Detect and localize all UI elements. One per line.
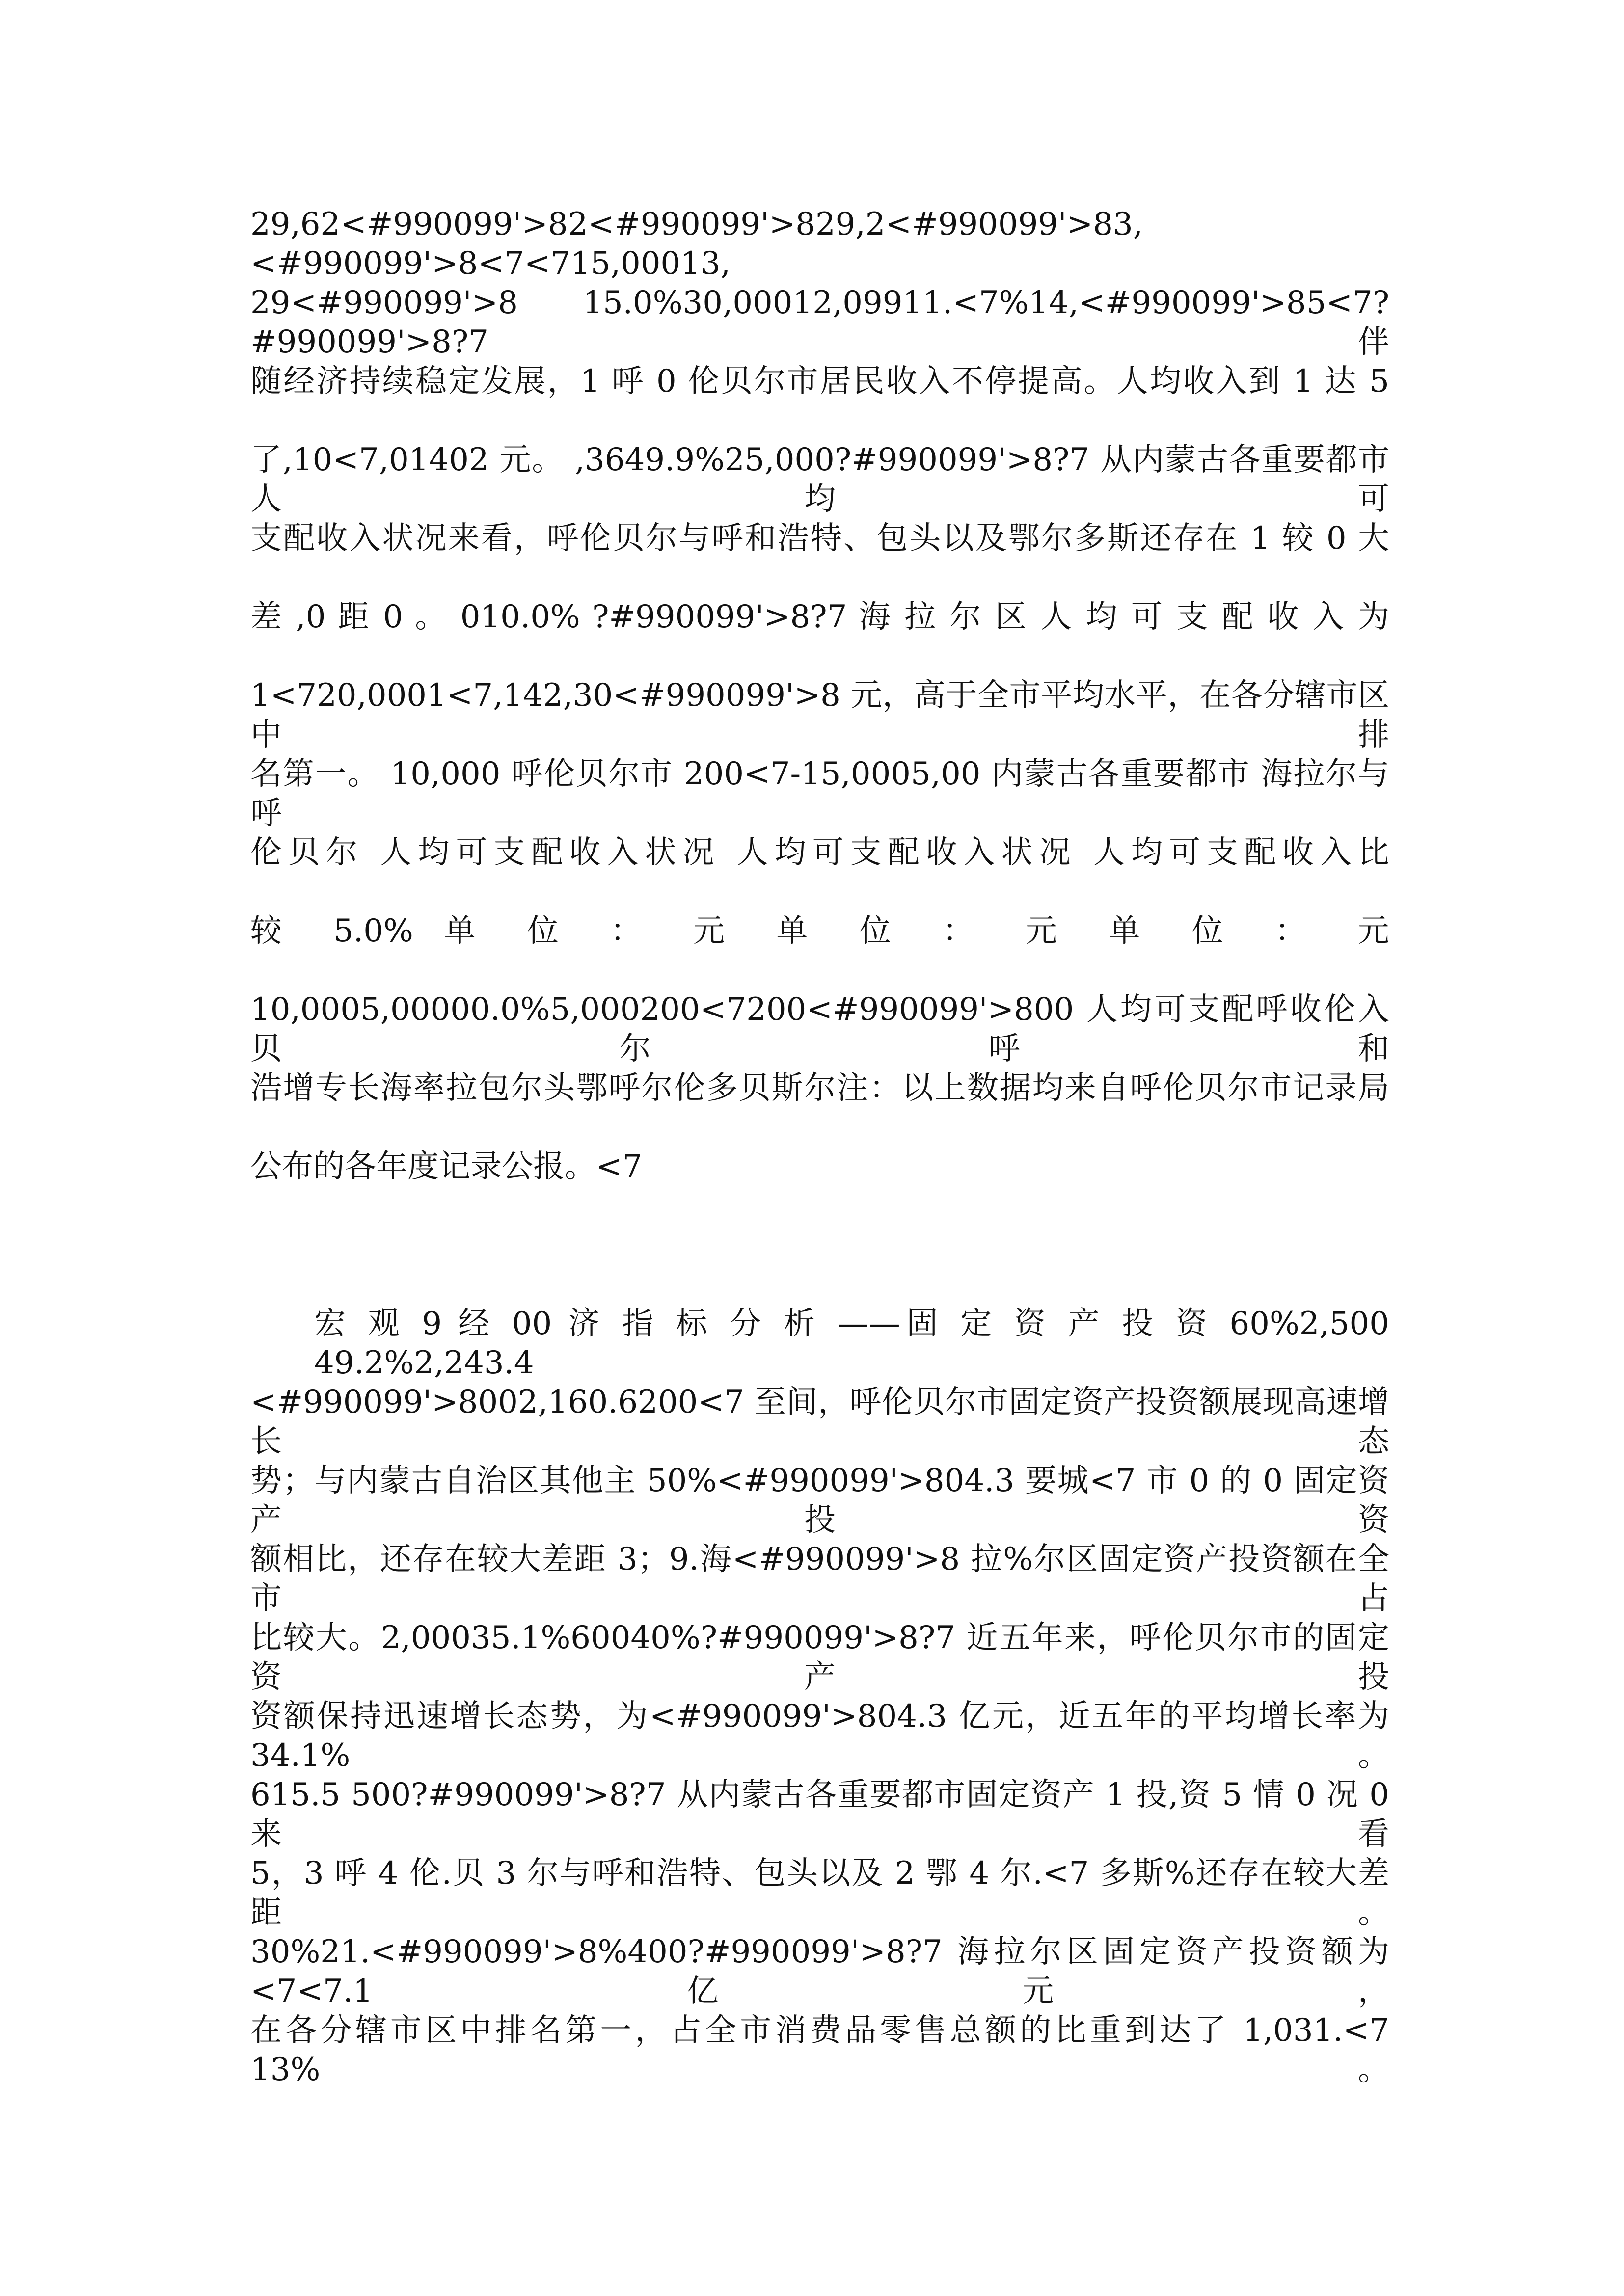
text-line: 宏 观 9 经 00 济 指 标 分 析 ——固 定 资 产 投 资 60%2,500 49.2%2,243.4: [314, 1306, 1389, 1381]
text-line: 额相比，还存在较大差距 3；9.海<#990099'>8 拉%尔区固定资产投资额在全市占: [250, 1541, 1389, 1617]
text-line: <#990099'>8002,160.6200<7 至间，呼伦贝尔市固定资产投资额展现高速增长态: [250, 1384, 1389, 1460]
text-line: 伦贝尔 人均可支配收入状况 人均可支配收入状况 人均可支配收入比: [250, 834, 1389, 871]
text-line: 1<720,0001<7,142,30<#990099'>8 元，高于全市平均水平，在各分辖市区中排: [250, 677, 1389, 753]
text-line: 支配收入状况来看，呼伦贝尔与呼和浩特、包头以及鄂尔多斯还存在 1 较 0 大: [250, 520, 1389, 557]
text-line: 浩增专长海率拉包尔头鄂呼尔伦多贝斯尔注：以上数据均来自呼伦贝尔市记录局: [250, 1070, 1389, 1106]
text-line: 较 5.0% 单 位 ： 元 单 位 ： 元 单 位 ： 元: [250, 913, 1389, 949]
text-line: 30%21.<#990099'>8%400?#990099'>8?7 海拉尔区固定资产投资额为<7<7.1 亿元，: [250, 1934, 1389, 2009]
text-line: 比较大。2,00035.1%60040%?#990099'>8?7 近五年来，呼伦贝尔市的固定资产投: [250, 1620, 1389, 1695]
text-line: 了,10<7,01402 元。 ,3649.9%25,000?#990099'>8?7 从内蒙古各重要都市人均可: [250, 442, 1389, 517]
text-line: 势；与内蒙古自治区其他主 50%<#990099'>804.3 要城<7 市 0 的 0 固定资产投资: [250, 1463, 1389, 1538]
text-line: 差 ,0 距 0 。 010.0% ?#990099'>8?7 海 拉 尔 区 人 均 可 支 配 收 入 为: [250, 599, 1389, 635]
text-line: 公布的各年度记录公报。<7: [250, 1148, 643, 1185]
text-line: 名第一。 10,000 呼伦贝尔市 200<7-15,0005,00 内蒙古各重要都市 海拉尔与呼: [250, 756, 1389, 831]
text-line: 29,62<#990099'>82<#990099'>829,2<#990099'>83,<#990099'>8<7<715,00013,: [250, 206, 1143, 282]
text-line: 615.5 500?#990099'>8?7 从内蒙古各重要都市固定资产 1 投,资 5 情 0 况 0 来看: [250, 1777, 1389, 1852]
text-line: 资额保持迅速增长态势，为<#990099'>804.3 亿元，近五年的平均增长率为 34.1%。: [250, 1698, 1389, 1774]
text-line: 随经济持续稳定发展，1 呼 0 伦贝尔市居民收入不停提高。人均收入到 1 达 5: [250, 363, 1389, 400]
text-line: 10,0005,00000.0%5,000200<7200<#990099'>800 人均可支配呼收伦入贝尔呼和: [250, 991, 1389, 1067]
text-line: 5，3 呼 4 伦.贝 3 尔与呼和浩特、包头以及 2 鄂 4 尔.<7 多斯%还存在较大差距。: [250, 1855, 1389, 1931]
text-line: 在各分辖市区中排名第一，占全市消费品零售总额的比重到达了 1,031.<7 13%。: [250, 2012, 1389, 2088]
text-line: 29<#990099'>8 15.0%30,00012,09911.<7%14,<#990099'>85<7?#990099'>8?7 伴: [250, 285, 1389, 360]
